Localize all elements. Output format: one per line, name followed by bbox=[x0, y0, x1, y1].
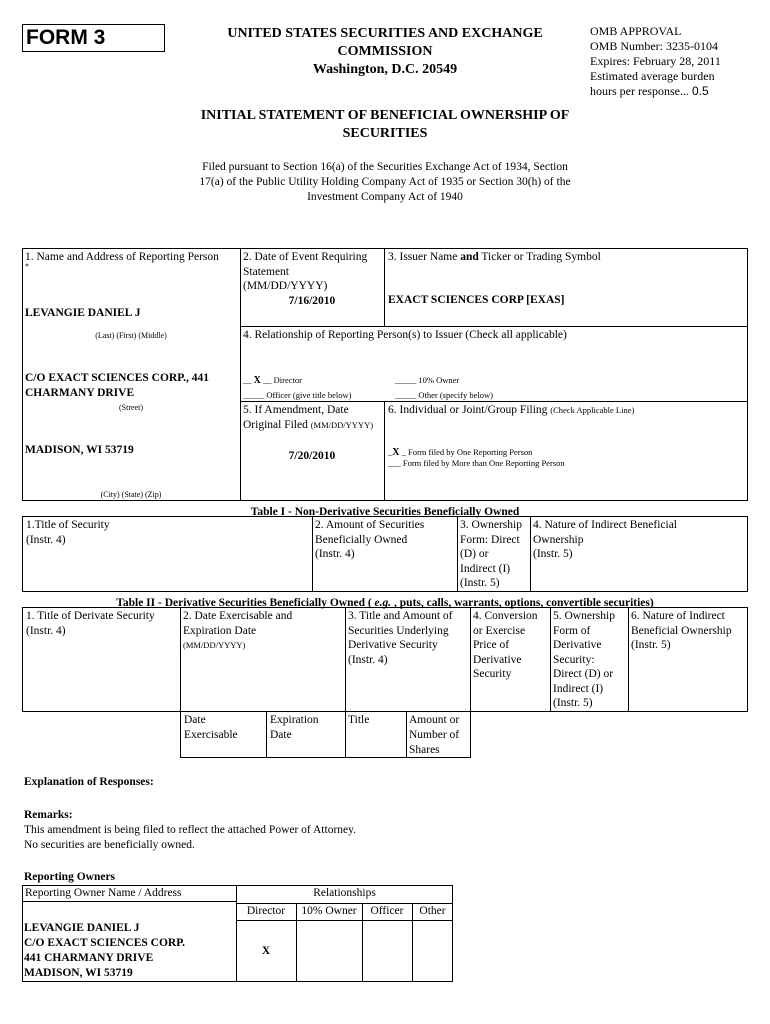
table2-col-conversion: 4. Conversion or Exercise Price of Derivative Security bbox=[473, 610, 538, 680]
remarks-label: Remarks: bbox=[24, 809, 73, 821]
filed-pursuant bbox=[150, 160, 620, 205]
omb-line-2: OMB Number: 3235-0104 bbox=[590, 39, 718, 53]
agency-line-3: Washington, D.C. 20549 bbox=[312, 62, 458, 77]
event-date-value: 7/16/2010 bbox=[288, 295, 336, 307]
sub-director: Director bbox=[246, 905, 286, 917]
filed-line-1: Filed pursuant to Section 16(a) of the Securities Exchange Act of 1934, Section bbox=[202, 161, 568, 173]
sub-other: Other bbox=[419, 905, 446, 917]
omb-hours bbox=[590, 84, 721, 99]
table2-col-nature: 6. Nature of Indirect Beneficial Ownership (Instr. 5) bbox=[631, 610, 732, 651]
reporting-owners-label: Reporting Owners bbox=[24, 871, 116, 883]
omb-hours-value: 0.5 bbox=[691, 84, 709, 98]
omb-line-4: Estimated average burden bbox=[590, 69, 715, 83]
relationship-other: _____ Other (specify below) bbox=[395, 390, 493, 400]
form-title bbox=[160, 107, 610, 143]
relationship-director: __ X __ Director bbox=[243, 375, 302, 386]
table2-col-ownership: 5. Ownership Form of Derivative Security: Direct (D) or Indirect (I) (Instr. 5) bbox=[553, 610, 615, 709]
omb-line-3: Expires: February 28, 2011 bbox=[590, 54, 721, 68]
relationships-header: Relationships bbox=[313, 887, 376, 899]
sub-amount-shares: Amount or Number of Shares bbox=[409, 714, 460, 756]
section1-asterisk: * bbox=[25, 262, 29, 271]
form-title-line-1: INITIAL STATEMENT OF BENEFICIAL OWNERSHIP OF bbox=[200, 108, 570, 123]
sub-10pct-owner: 10% Owner bbox=[301, 905, 357, 917]
omb-hours-label: hours per response... bbox=[590, 84, 689, 98]
remarks-text: This amendment is being filed to reflect the attached Power of Attorney. No securities are beneficially owned. bbox=[24, 824, 357, 851]
reporting-person-street: C/O EXACT SCIENCES CORP., 441 CHARMANY DRIVE bbox=[25, 372, 210, 399]
section6-label: 6. Individual or Joint/Group Filing (Check Applicable Line) bbox=[388, 404, 635, 416]
name-sublabel: (Last) (First) (Middle) bbox=[95, 331, 167, 340]
filing-one-person: _X _ Form filed by One Reporting Person bbox=[388, 447, 533, 458]
sub-officer: Officer bbox=[370, 905, 404, 917]
table2-title: Table II - Derivative Securities Beneficially Owned ( e.g. , puts, calls, warrants, options, convertible securities) bbox=[116, 597, 654, 609]
agency-line-1: UNITED STATES SECURITIES AND EXCHANGE bbox=[227, 26, 543, 41]
omb-line-1: OMB APPROVAL bbox=[590, 24, 682, 38]
section5-label: 5. If Amendment, Date Original Filed (MM/DD/YYYY) bbox=[243, 404, 374, 431]
omb-approval bbox=[590, 24, 721, 99]
owner-director-mark: X bbox=[261, 945, 271, 957]
agency-line-2: COMMISSION bbox=[337, 44, 433, 59]
table1-col-nature: 4. Nature of Indirect Beneficial Ownership (Instr. 5) bbox=[533, 519, 678, 560]
table1-title: Table I - Non-Derivative Securities Beneficially Owned bbox=[250, 506, 520, 518]
sub-expiration-date: Expiration Date bbox=[270, 714, 319, 741]
filed-line-2: 17(a) of the Public Utility Holding Company Act of 1935 or Section 30(h) of the bbox=[199, 176, 571, 188]
table2-col-underlying: 3. Title and Amount of Securities Underlying Derivative Security (Instr. 4) bbox=[348, 610, 453, 666]
amendment-date-value: 7/20/2010 bbox=[288, 450, 336, 462]
section4-label: 4. Relationship of Reporting Person(s) to Issuer (Check all applicable) bbox=[243, 329, 567, 341]
table1-col-ownership: 3. Ownership Form: Direct (D) or Indirect (I) (Instr. 5) bbox=[460, 519, 522, 589]
explanation-label: Explanation of Responses: bbox=[24, 776, 154, 788]
sub-date-exercisable: Date Exercisable bbox=[184, 714, 238, 741]
owner-address: LEVANGIE DANIEL J C/O EXACT SCIENCES CORP. 441 CHARMANY DRIVE MADISON, WI 53719 bbox=[24, 922, 186, 979]
table2-col-title: 1. Title of Derivate Security (Instr. 4) bbox=[26, 610, 155, 637]
table2-col-dates: 2. Date Exercisable and Expiration Date (MM/DD/YYYY) bbox=[183, 610, 293, 650]
table1-col-amount: 2. Amount of Securities Beneficially Owned (Instr. 4) bbox=[315, 519, 425, 560]
table1-col-title: 1.Title of Security (Instr. 4) bbox=[26, 519, 110, 546]
street-sublabel: (Street) bbox=[119, 403, 143, 412]
reporting-person-city: MADISON, WI 53719 bbox=[25, 444, 134, 456]
relationship-10pct-owner: _____ 10% Owner bbox=[395, 375, 460, 385]
sub-title: Title bbox=[348, 714, 370, 726]
form-label: FORM 3 bbox=[26, 26, 106, 49]
owner-name-header: Reporting Owner Name / Address bbox=[25, 887, 182, 899]
city-sublabel: (City) (State) (Zip) bbox=[100, 490, 162, 499]
agency-name bbox=[205, 25, 565, 79]
reporting-person-name: LEVANGIE DANIEL J bbox=[25, 307, 141, 319]
section1-label: 1. Name and Address of Reporting Person bbox=[25, 251, 219, 263]
filing-multiple-persons: ___ Form filed by More than One Reporting Person bbox=[388, 458, 565, 468]
section2-label: 2. Date of Event Requiring Statement (MM/DD/YYYY) bbox=[243, 251, 368, 292]
filed-line-3: Investment Company Act of 1940 bbox=[307, 191, 463, 203]
filing-one-person-mark: X bbox=[392, 447, 400, 458]
issuer-name-value: EXACT SCIENCES CORP [EXAS] bbox=[388, 294, 565, 306]
section3-label: 3. Issuer Name and Ticker or Trading Symbol bbox=[388, 251, 601, 263]
relationship-officer: _____ Officer (give title below) bbox=[243, 390, 352, 400]
director-mark: X bbox=[253, 375, 261, 386]
form-title-line-2: SECURITIES bbox=[342, 126, 428, 141]
